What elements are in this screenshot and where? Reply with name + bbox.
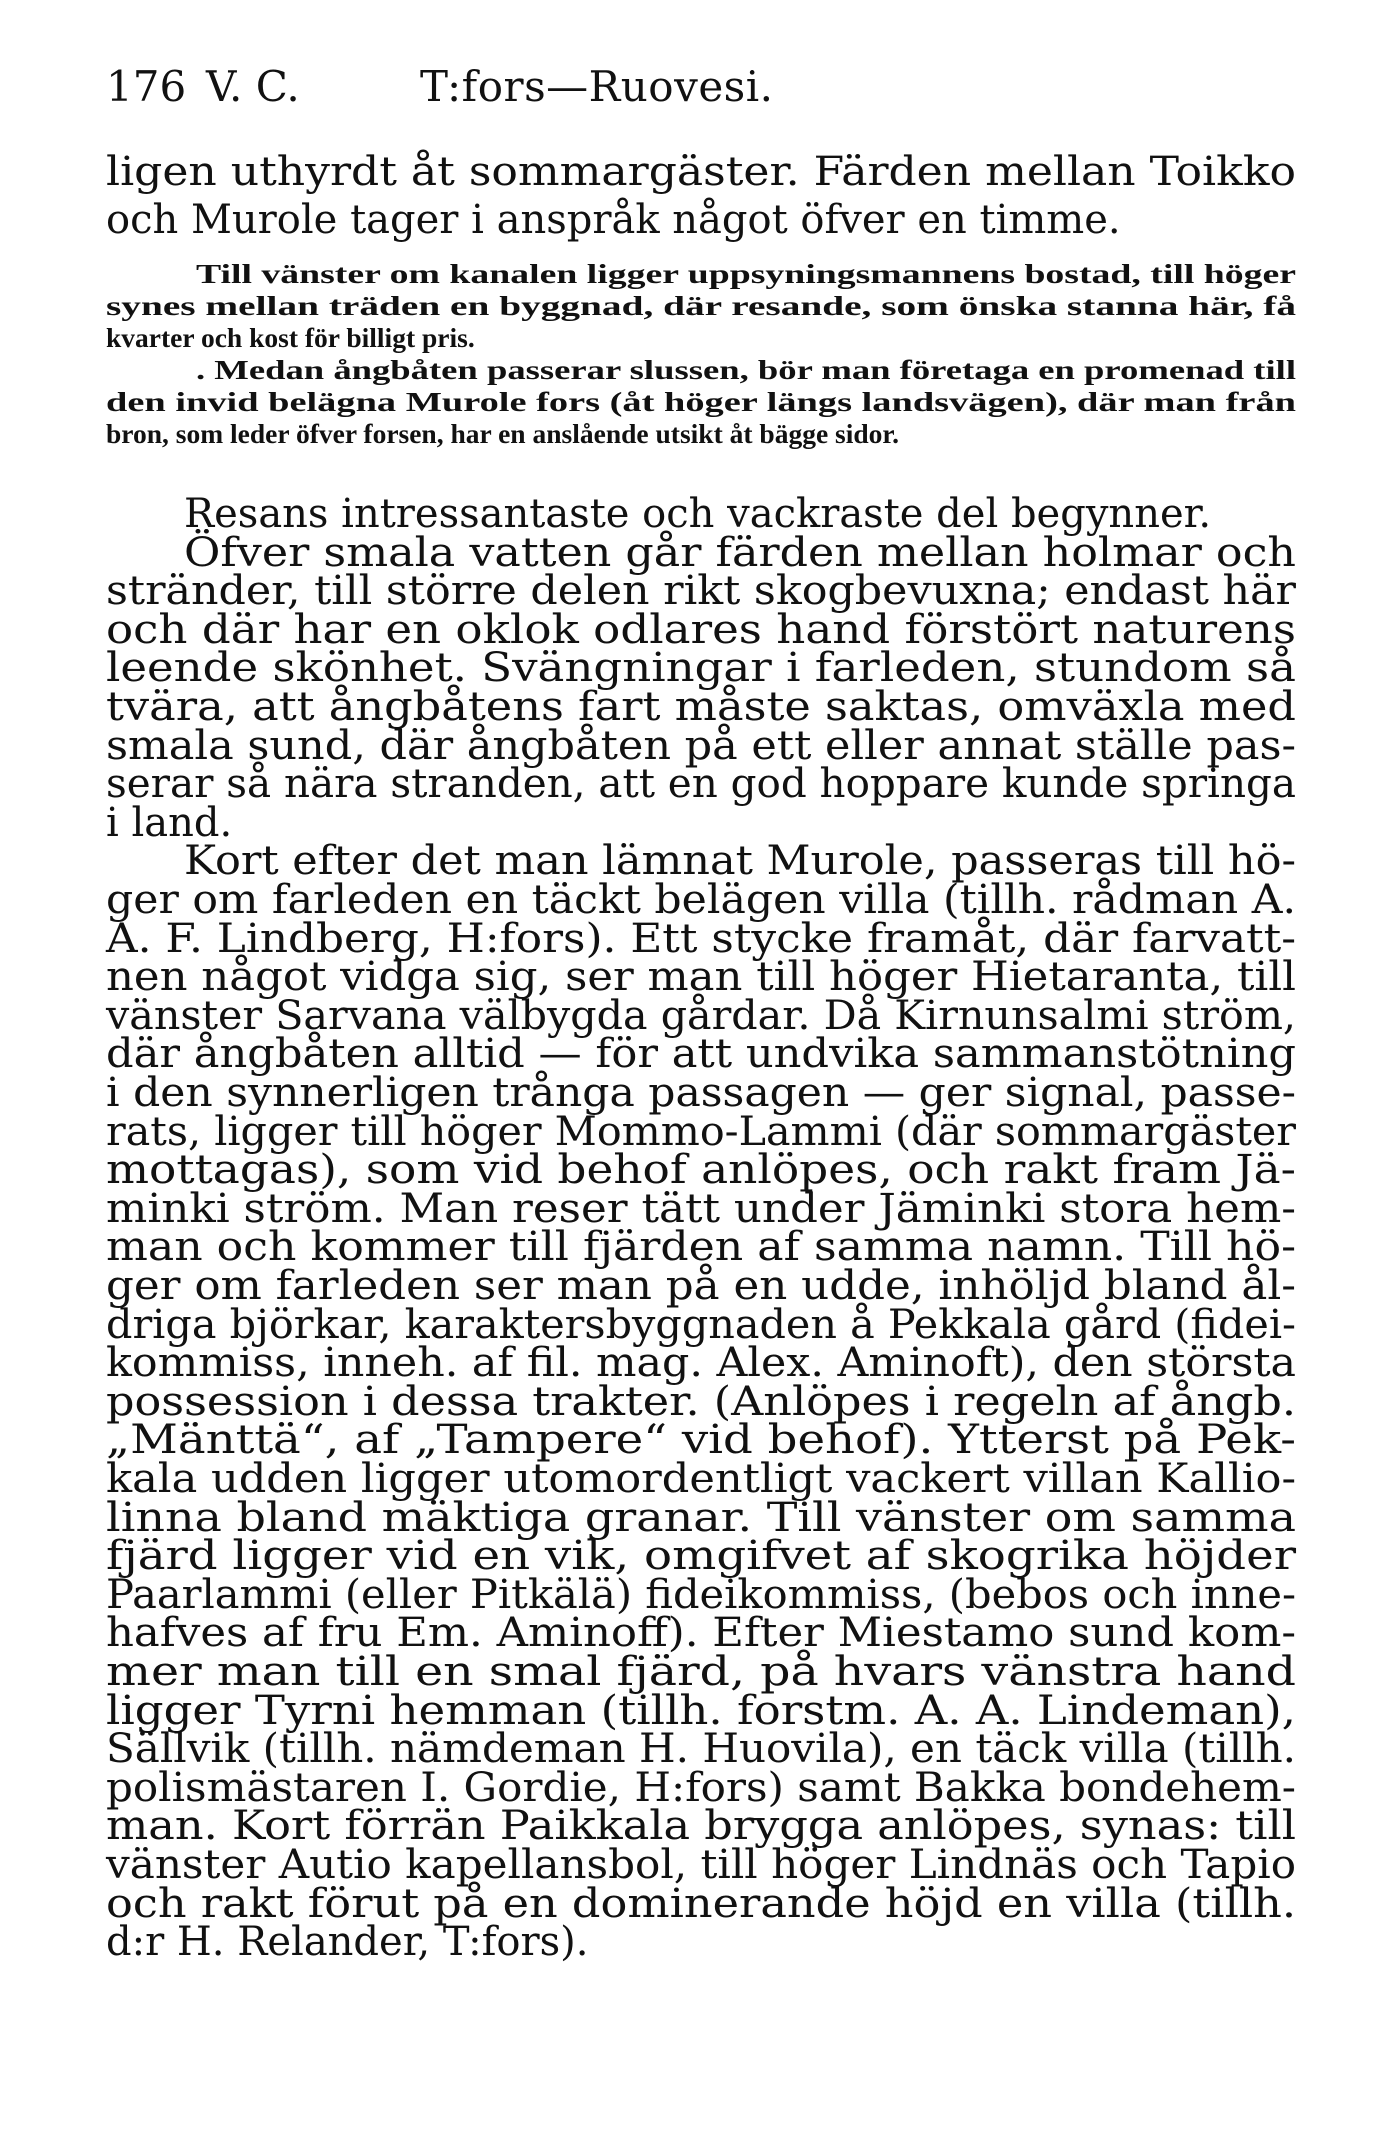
text-line-content: och rakt förut på en dominerande höjd en villa (tillh. [106, 1880, 1296, 1927]
text-line-content: leende skönhet. Svängningar i farleden, stundom så [106, 645, 1296, 692]
text-line-content: vänster Autio kapellansbol, till höger Lindnäs och Tapio [106, 1842, 1296, 1888]
text-line-content: ligen uthyrdt åt sommargäster. Färden mellan Toikko [106, 149, 1296, 195]
text-line-content: polismästaren I. Gordie, H:fors) samt Bakka bondehem- [106, 1764, 1296, 1811]
text-line-content: kvarter och kost för billigt pris. [106, 322, 475, 353]
text-line-content: stränder, till större delen rikt skogbevuxna; endast här [106, 568, 1296, 615]
text-line-content: kommiss, inneh. af fil. mag. Alex. Aminoft), den största [106, 1340, 1296, 1387]
text-line-content: kala udden ligger utomordentligt vackert villan Kallio- [106, 1456, 1296, 1502]
text-line-content: smala sund, där ångbåten på ett eller annat ställe pas- [106, 722, 1296, 769]
text-line-content: man. Kort förrän Paikkala brygga anlöpes, synas: till [106, 1803, 1296, 1850]
page-number: 176 [106, 62, 187, 111]
text-line [106, 148, 1296, 196]
text-line-content: mer man till en smal fjärd, på hvars vänstra hand [106, 1649, 1296, 1695]
text-line-content: i den synnerligen trånga passagen — ger signal, passe- [106, 1070, 1296, 1116]
text-line-content: minki ström. Man reser tätt under Jäminki stora hem- [106, 1185, 1296, 1232]
text-line-content: synes mellan träden en byggnad, där resande, som önska stanna här, få [106, 290, 1296, 321]
text-line-content: man och kommer till fjärden af samma namn. Till hö- [106, 1224, 1296, 1271]
text-line [106, 386, 1296, 418]
text-line [106, 258, 1386, 290]
text-line [106, 196, 1296, 244]
text-line-content: rats, ligger till höger Mommo-Lammi (där sommargäster [106, 1108, 1296, 1155]
text-line-content: driga björkar, karaktersbyggnaden å Pekkala gård (fidei- [106, 1301, 1296, 1348]
text-line-content: mottagas), som vid behof anlöpes, och rakt fram Jä- [106, 1147, 1296, 1194]
text-line-content: nen något vidga sig, ser man till höger Hietaranta, till [106, 954, 1297, 1001]
text-line-content: och Murole tager i anspråk något öfver en timme. [106, 197, 1121, 243]
text-line-content: ligger Tyrni hemman (tillh. forstm. A. A. Lindeman), [106, 1687, 1296, 1734]
text-line-content: den invid belägna Murole fors (åt höger längs landsvägen), där man från [106, 386, 1296, 417]
text-line-content: bron, som leder öfver forsen, har en anslående utsikt åt bägge sidor. [106, 418, 899, 449]
running-title: T:fors—Ruovesi. [420, 62, 774, 111]
text-line [106, 322, 1296, 354]
text-line-content: Paarlammi (eller Pitkälä) fideikommiss, (bebos och inne- [106, 1571, 1296, 1618]
text-line-content: Kort efter det man lämnat Murole, passeras till hö- [184, 838, 1296, 885]
text-line-content: där ångbåten alltid — för att undvika sammanstötning [106, 1031, 1296, 1078]
text-line-content: ger om farleden en täckt belägen villa (tillh. rådman A. [106, 877, 1296, 923]
text-line-content: i land. [106, 799, 233, 846]
text-line-content: linna bland mäktiga granar. Till vänster om samma [106, 1494, 1296, 1541]
section-label: V. C. [206, 62, 300, 111]
text-line-content: „Mänttä“, af „Tampere“ vid behof). Ytterst på Pek- [106, 1417, 1296, 1464]
text-line [106, 1918, 1296, 1966]
text-line-content: A. F. Lindberg, H:fors). Ett stycke framåt, där farvatt- [106, 915, 1296, 962]
text-line-content: och där har en oklok odlares hand förstört naturens [106, 606, 1296, 653]
text-line-content: . Medan ångbåten passerar slussen, bör man företaga en promenad till [196, 354, 1296, 385]
text-line-content: Resans intressantaste och vackraste del begynner. [184, 491, 1212, 537]
text-line-content: serar så nära stranden, att en god hoppare kunde springa [106, 761, 1297, 808]
text-line-content: possession i dessa trakter. (Anlöpes i regeln af ångb. [106, 1378, 1296, 1425]
text-line [106, 290, 1296, 322]
text-line [106, 354, 1386, 386]
text-line-content: hafves af fru Em. Aminoff). Efter Miestamo sund kom- [106, 1610, 1296, 1657]
text-line-content: tvära, att ångbåtens fart måste saktas, omväxla med [106, 684, 1296, 730]
text-line-content: vänster Sarvana välbygda gårdar. Då Kirnunsalmi ström, [106, 992, 1296, 1039]
text-line-content: Öfver smala vatten går färden mellan holmar och [184, 529, 1296, 576]
text-line [106, 418, 1296, 450]
text-line-content: Sällvik (tillh. nämdeman H. Huovila), en täck villa (tillh. [106, 1726, 1296, 1773]
text-line-content: ger om farleden ser man på en udde, inhöljd bland ål- [106, 1263, 1296, 1309]
text-line-content: d:r H. Relander, T:fors). [106, 1919, 589, 1966]
text-line-content: fjärd ligger vid en vik, omgifvet af skogrika höjder [106, 1533, 1296, 1580]
running-header [106, 62, 1296, 114]
text-line-content: Till vänster om kanalen ligger uppsyningsmannens bostad, till höger [196, 258, 1296, 289]
